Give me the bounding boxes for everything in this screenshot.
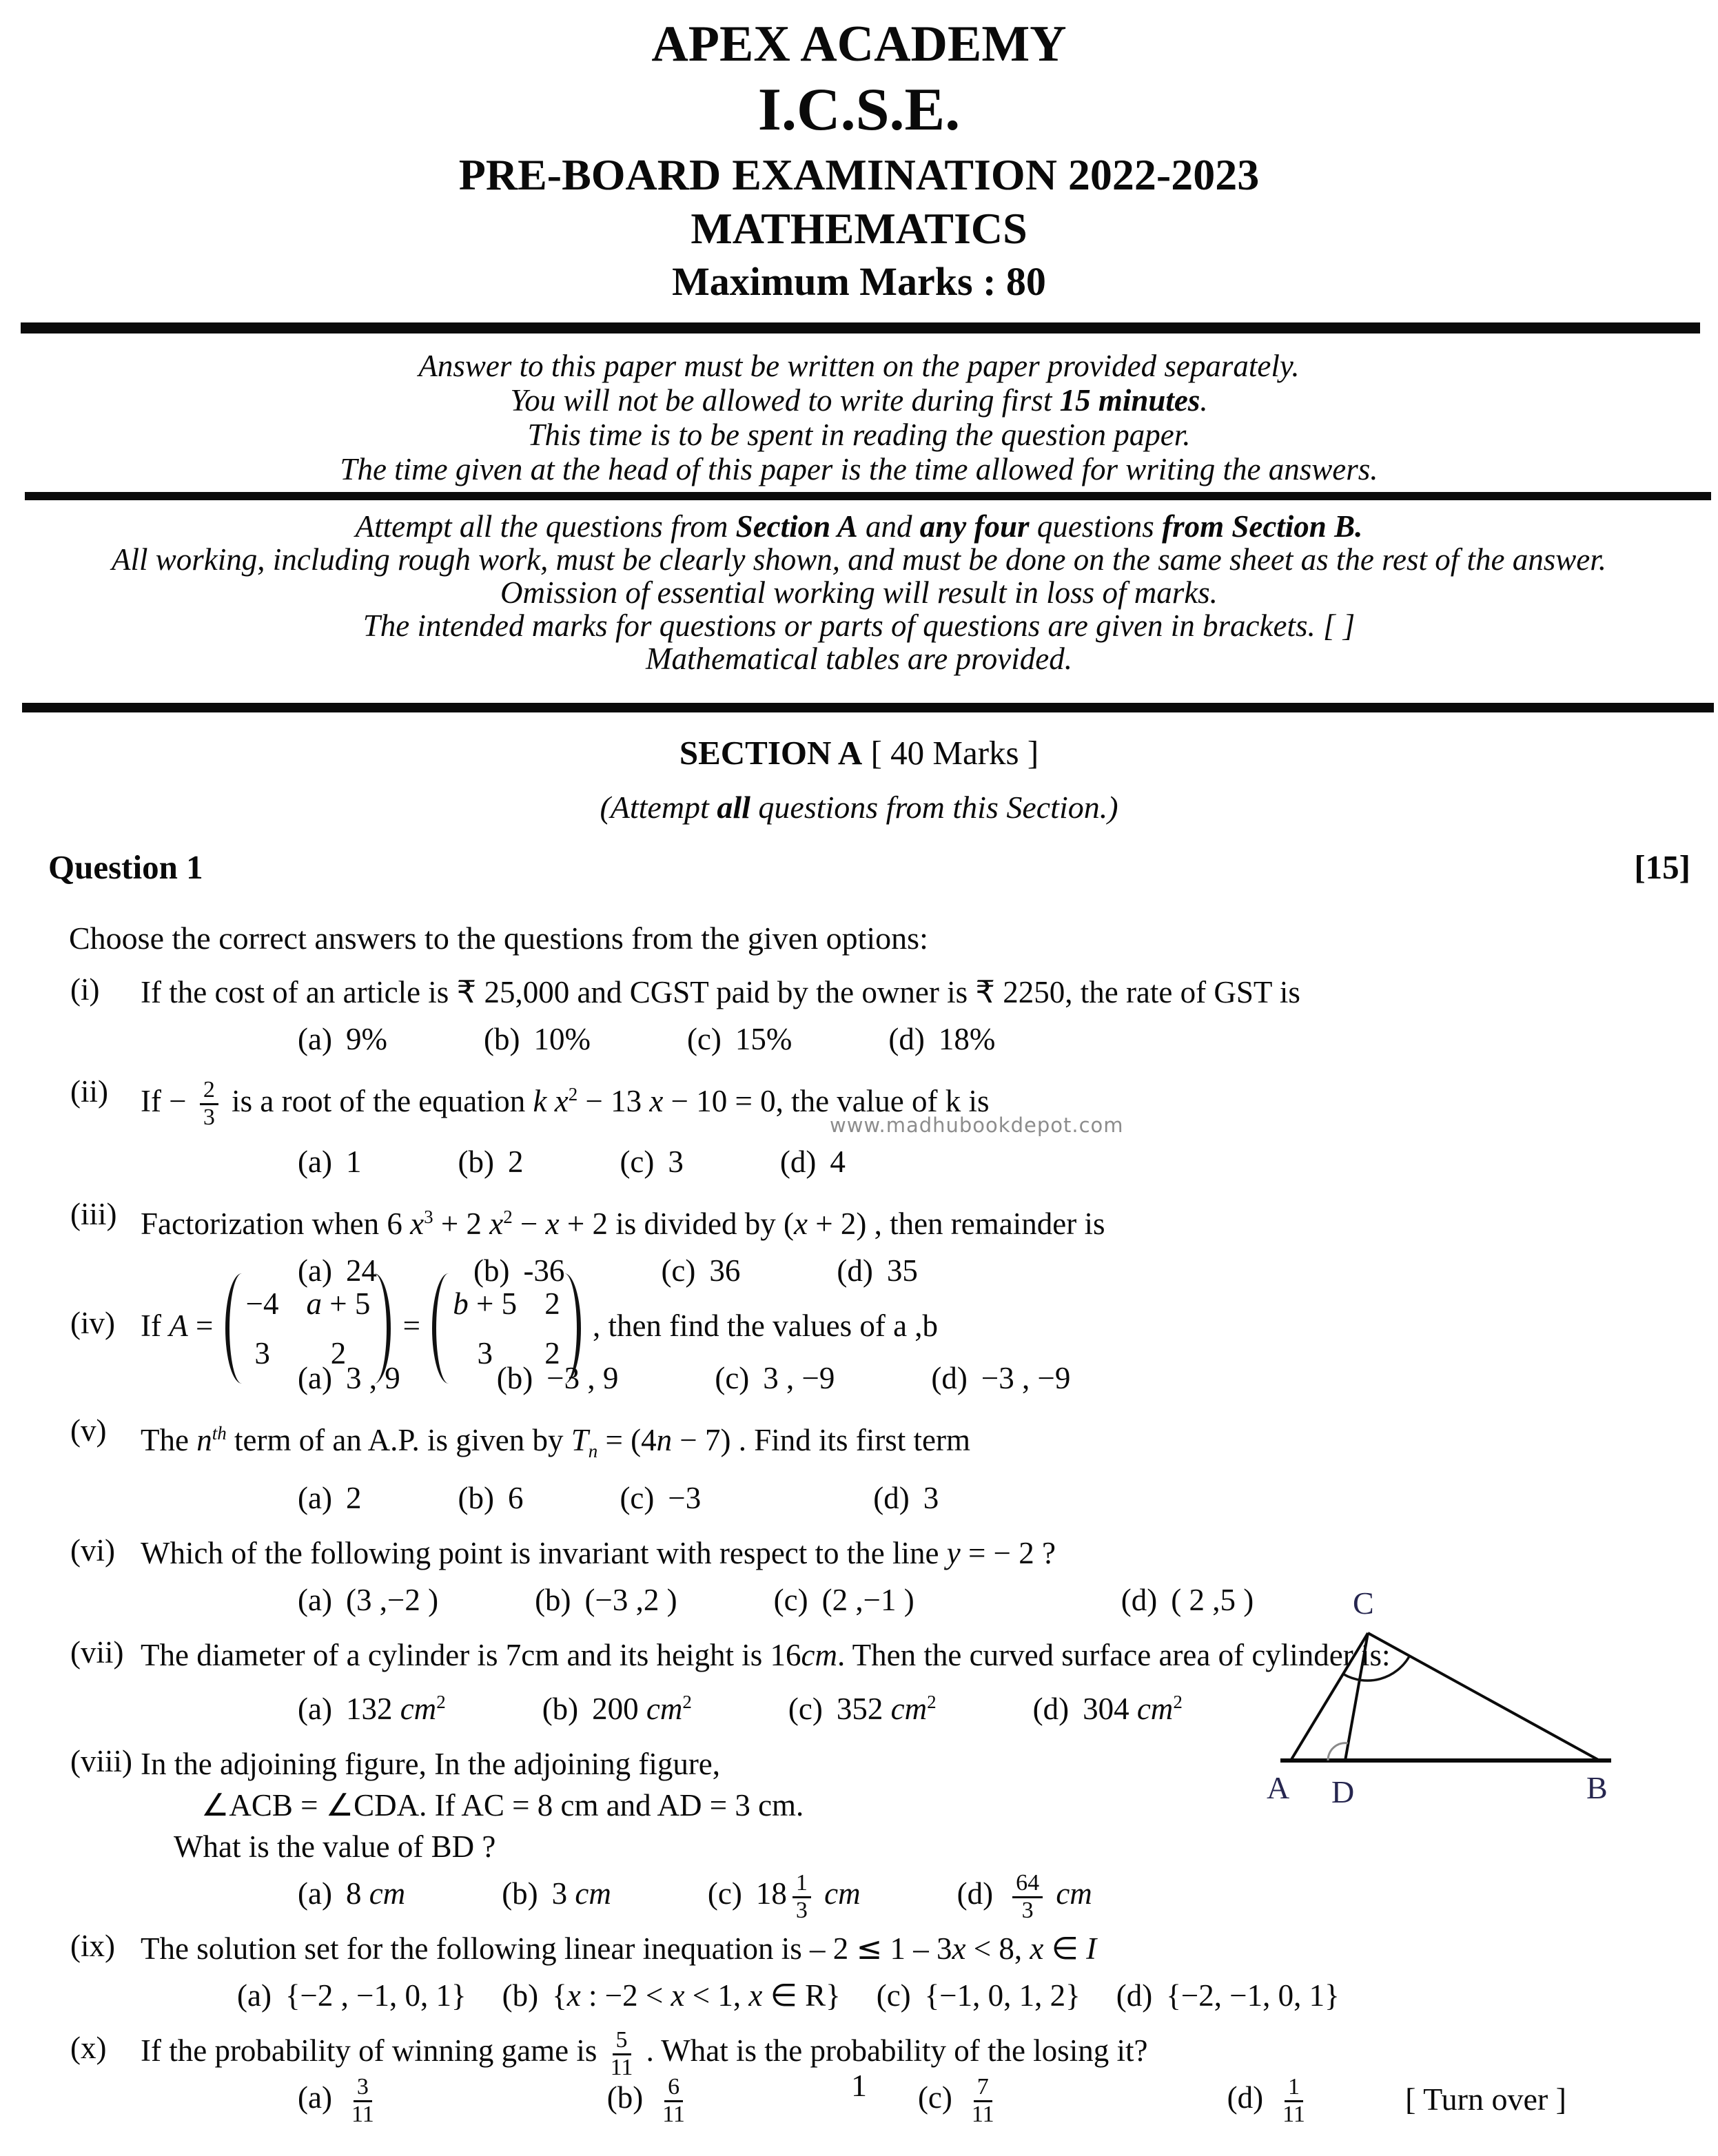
instruction-line: You will not be allowed to write during first 15 minutes.: [510, 382, 1208, 418]
fraction: $\frac{5}{11}$: [610, 2026, 633, 2080]
option-label: (d): [779, 1144, 817, 1179]
question-text-line: What is the value of BD ?: [174, 1829, 496, 1865]
option-a: [298, 1141, 361, 1182]
option-value: 10%: [533, 1021, 591, 1056]
option-c: [687, 1018, 792, 1060]
fraction: $\frac{2}{3}$: [200, 1078, 218, 1130]
option-label: (c): [661, 1253, 696, 1288]
question-roman-number: (vii): [70, 1635, 124, 1670]
option-value: −3: [668, 1481, 702, 1516]
options-row: [237, 1975, 1697, 2016]
watermark-text: www.madhubookdepot.com: [830, 1113, 1124, 1137]
option-d: [957, 1869, 1092, 1923]
question-iv: [70, 1286, 1697, 1399]
instruction-line: This time is to be spent in reading the question paper.: [527, 417, 1191, 452]
question-text-line: If the cost of an article is ₹ 25,000 and CGST paid by the owner is ₹ 2250, the rate of GST is: [141, 973, 1300, 1010]
option-value: 3: [668, 1144, 684, 1179]
option-d: [931, 1357, 1070, 1399]
option-label: (b): [535, 1583, 571, 1618]
option-value: 8 cm: [345, 1876, 406, 1911]
max-marks: Maximum Marks : 80: [672, 258, 1046, 304]
option-value: 18%: [938, 1021, 996, 1056]
question-body: [141, 1413, 1697, 1519]
question-roman-number: (ix): [70, 1929, 115, 1964]
question-ii: [70, 1074, 1697, 1182]
option-label: (c): [917, 2080, 952, 2115]
option-value: 2: [345, 1481, 362, 1516]
option-a: [298, 1018, 387, 1060]
option-label: (a): [298, 1876, 332, 1911]
question-roman-number: (ii): [70, 1074, 108, 1109]
instruction-line: Answer to this paper must be written on the paper provided separately.: [418, 348, 1300, 383]
matrix-cell: 3: [254, 1336, 270, 1371]
option-label: (d): [1032, 1692, 1070, 1727]
option-b: [484, 1018, 591, 1060]
option-label: (b): [606, 2080, 644, 2115]
option-label: (d): [1121, 1583, 1158, 1618]
question-1-label: Question 1: [48, 848, 203, 886]
instruction-line: Attempt all the questions from Section A and any four questions from Section B.: [355, 509, 1363, 544]
question-text-line: If A = −4 a + 5 3 2 = b + 5 2 3 2 , then find the values of a ,b: [141, 1305, 1697, 1353]
option-label: (c): [620, 1144, 655, 1179]
matrix-cell: b + 5: [453, 1286, 518, 1322]
fraction: $\frac{1}{11}$: [1282, 2073, 1305, 2127]
question-text-line: ∠ACB = ∠CDA. If AC = 8 cm and AD = 3 cm.: [201, 1787, 804, 1824]
question-text-line: If − $\frac{2}{3}$ is a root of the equation k $x^2 - 13$ x − 10 = 0, the value of k is: [141, 1077, 990, 1130]
option-value: 9%: [345, 1021, 387, 1056]
instruction-line: All working, including rough work, must be clearly shown, and must be done on the same sheet as the rest of the answer.: [112, 542, 1606, 577]
option-d: [888, 1018, 995, 1060]
turn-over-note: [ Turn over ]: [1405, 2082, 1566, 2117]
option-value: {−2 , −1, 0, 1}: [285, 1978, 467, 2013]
option-value: 132 $cm^2$: [345, 1692, 446, 1727]
option-c: [774, 1579, 914, 1621]
question-text-line: Which of the following point is invariant with respect to the line y = − 2 ?: [141, 1536, 1056, 1571]
divider-top: [21, 322, 1700, 333]
option-label: (a): [298, 1692, 332, 1727]
option-label: (c): [773, 1583, 808, 1618]
option-c: [715, 1357, 835, 1399]
fraction: $\frac{6}{11}$: [662, 2073, 685, 2127]
option-value: {−1, 0, 1, 2}: [924, 1978, 1081, 2013]
option-value: {x : −2 < x < 1, x ∈ R}: [552, 1977, 841, 2014]
paper-header: [0, 0, 1718, 302]
option-c: [707, 1869, 861, 1923]
question-roman-number: (iii): [70, 1196, 117, 1231]
option-b: [458, 1141, 523, 1182]
question-text-line: The $n^{th}$ term of an A.P. is given by $T_n = (4n - 7)$ . Find its first term: [141, 1423, 970, 1462]
option-b: [535, 1579, 677, 1621]
option-value: 4: [830, 1144, 846, 1179]
option-value: 35: [886, 1253, 918, 1288]
question-roman-number: (x): [70, 2031, 107, 2066]
option-value: 36: [709, 1253, 741, 1288]
option-value: 352 $cm^2$: [836, 1692, 937, 1727]
option-c: [877, 1975, 1081, 2016]
option-label: (d): [931, 1361, 968, 1396]
option-a: [298, 1681, 446, 1729]
option-value: −3 , −9: [981, 1361, 1071, 1396]
left-paren: [225, 1273, 242, 1384]
question-body: [141, 972, 1697, 1060]
option-label: (a): [298, 2080, 332, 2115]
option-label: (c): [715, 1361, 750, 1396]
page-number: 1: [851, 2068, 867, 2103]
option-label: (b): [458, 1144, 494, 1179]
option-label: (a): [298, 1481, 332, 1516]
instruction-line: The time given at the head of this paper is the time allowed for writing the answers.: [340, 451, 1378, 486]
divider-section: [22, 703, 1714, 712]
option-b: [458, 1477, 523, 1519]
section-marks: [ 40 Marks ]: [862, 733, 1039, 772]
option-label: (a): [298, 1583, 332, 1618]
option-label: (a): [237, 1978, 272, 2013]
matrix-cell: 3: [477, 1336, 493, 1371]
option-b: [542, 1681, 692, 1729]
option-value: 3 , 9: [345, 1361, 400, 1396]
question-roman-number: (viii): [70, 1744, 132, 1779]
question-roman-number: (vi): [70, 1533, 115, 1568]
section-title: SECTION A: [679, 733, 863, 772]
option-c: [620, 1141, 683, 1182]
options-row: [298, 1141, 1697, 1182]
options-row: [298, 1477, 1697, 1519]
question-ix: [70, 1928, 1697, 2016]
option-label: (d): [888, 1021, 925, 1056]
section-heading: [0, 733, 1718, 774]
option-value: 15%: [735, 1021, 792, 1056]
option-a: [298, 1579, 438, 1621]
left-paren: [432, 1273, 449, 1384]
options-row: [298, 1869, 1697, 1923]
option-c: [620, 1477, 701, 1519]
figure-label-d: D: [1331, 1774, 1355, 1805]
question-body: [141, 1286, 1697, 1399]
figure-angle-arc-c: [1344, 1656, 1409, 1681]
option-b: [502, 1975, 841, 2016]
option-label: (d): [837, 1253, 873, 1288]
option-value: 2: [507, 1144, 524, 1179]
question-body: [141, 1928, 1697, 2016]
question-i: [70, 972, 1697, 1060]
option-value: (2 ,−1 ): [821, 1583, 914, 1618]
question-body: [141, 1074, 1697, 1182]
question-1-intro: Choose the correct answers to the questions from the given options:: [69, 921, 928, 956]
option-value: 3 cm: [551, 1876, 611, 1911]
figure-label-a: A: [1267, 1770, 1290, 1805]
option-value: −3 , 9: [546, 1361, 619, 1396]
option-label: (c): [686, 1021, 722, 1056]
instructions-general: [0, 510, 1718, 675]
option-value: (−3 ,2 ): [584, 1583, 677, 1618]
option-value: 3: [923, 1481, 939, 1516]
figure-label-c: C: [1353, 1585, 1374, 1621]
option-c: [661, 1250, 740, 1291]
triangle-figure: [1240, 1578, 1695, 1805]
option-label: (d): [957, 1876, 994, 1911]
option-b: [502, 1873, 611, 1914]
question-text-line: The diameter of a cylinder is 7cm and its height is 16cm. Then the curved surface area of cylinder is:: [141, 1638, 1391, 1673]
option-label: (a): [298, 1361, 332, 1396]
exam-title: PRE-BOARD EXAMINATION 2022-2023: [458, 150, 1260, 199]
option-label: (d): [1116, 1978, 1153, 2013]
option-a: [298, 1477, 361, 1519]
option-label: (c): [707, 1876, 742, 1911]
question-text-line: In the adjoining figure, In the adjoining figure,: [141, 1747, 721, 1782]
question-roman-number: (i): [70, 972, 100, 1007]
option-d: [1121, 1579, 1254, 1621]
fraction: $\frac{64}{3}$: [1012, 1871, 1043, 1923]
option-value: -36: [523, 1253, 565, 1288]
option-value: {−2, −1, 0, 1}: [1166, 1978, 1340, 2013]
fraction: $\frac{1}{3}$: [792, 1871, 811, 1923]
option-d: [780, 1141, 846, 1182]
instruction-line: The intended marks for questions or parts of questions are given in brackets. [ ]: [362, 608, 1356, 643]
option-c: [788, 1681, 937, 1729]
question-text-line: The solution set for the following linear inequation is – 2 ≤ 1 – 3x < 8, x ∈ I: [141, 1930, 1097, 1967]
subject-title: MATHEMATICS: [691, 203, 1027, 253]
option-a: [298, 1357, 400, 1399]
questions-list: [70, 972, 1697, 2127]
fraction: $\frac{3}{11}$: [351, 2073, 374, 2127]
option-label: (d): [873, 1481, 910, 1516]
option-label: (b): [502, 1978, 539, 2013]
option-d: [1116, 1975, 1340, 2016]
matrix-cell: 2: [544, 1286, 560, 1322]
option-label: (b): [542, 1692, 579, 1727]
option-value: $\frac{64}{3}$ cm: [1007, 1876, 1092, 1911]
figure-line-cb: [1368, 1633, 1599, 1760]
option-label: (b): [458, 1481, 494, 1516]
instruction-line: Mathematical tables are provided.: [645, 641, 1073, 676]
option-value: 18 $\frac{1}{3}$ cm: [755, 1869, 861, 1923]
academy-name: APEX ACADEMY: [651, 16, 1067, 72]
option-label: (b): [473, 1253, 510, 1288]
option-value: ( 2 ,5 ): [1171, 1583, 1254, 1618]
question-roman-number: (v): [70, 1413, 107, 1448]
option-d: [837, 1250, 917, 1291]
question-1-header: [0, 848, 1718, 888]
option-label: (a): [298, 1021, 332, 1056]
option-label: (a): [298, 1144, 332, 1179]
board-name: I.C.S.E.: [757, 76, 961, 143]
instructions-top: [0, 349, 1718, 486]
option-value: 1: [345, 1144, 362, 1179]
option-value: 6: [507, 1481, 524, 1516]
options-row: [298, 1357, 1697, 1399]
option-a: [298, 1873, 405, 1914]
option-label: (b): [502, 1876, 538, 1911]
question-roman-number: (iv): [70, 1305, 115, 1340]
option-label: (a): [298, 1253, 332, 1288]
option-d: [1033, 1681, 1183, 1729]
option-label: (c): [620, 1481, 655, 1516]
fraction: $\frac{7}{11}$: [971, 2073, 994, 2127]
option-value: 3 , −9: [763, 1361, 835, 1396]
option-label: (d): [1227, 2080, 1264, 2115]
matrix-cell: −4: [245, 1286, 279, 1322]
divider-middle: [25, 492, 1711, 500]
matrix-cell: 2: [330, 1336, 347, 1371]
question-v: [70, 1413, 1697, 1519]
instruction-line: Omission of essential working will result in loss of marks.: [500, 575, 1218, 610]
option-value: (3 ,−2 ): [345, 1583, 439, 1618]
option-a: [237, 1975, 467, 2016]
option-value: 200 $cm^2$: [592, 1692, 692, 1727]
option-label: (c): [876, 1978, 911, 2013]
figure-label-b: B: [1586, 1770, 1608, 1805]
question-1-marks: [15]: [1634, 848, 1690, 886]
question-text-line: If the probability of winning game is $\frac{5}{11}$ . What is the probability of the losing it?: [141, 2026, 1148, 2080]
matrix-cell: 2: [544, 1336, 560, 1371]
option-label: (b): [496, 1361, 533, 1396]
option-d: [873, 1477, 939, 1519]
options-row: [298, 1018, 1697, 1060]
matrix-cell: a + 5: [306, 1286, 371, 1322]
section-attempt-note: (Attempt all questions from this Section.): [600, 790, 1118, 825]
question-text-line: Factorization when 6 $x^3 + 2$ $x^2 - x + 2$ is divided by (x + 2) , then remainder is: [141, 1206, 1105, 1241]
option-label: (b): [483, 1021, 520, 1056]
option-b: [497, 1357, 619, 1399]
option-label: (c): [788, 1692, 823, 1727]
option-value: 304 $cm^2$: [1083, 1692, 1183, 1727]
option-value: 24: [345, 1253, 377, 1288]
